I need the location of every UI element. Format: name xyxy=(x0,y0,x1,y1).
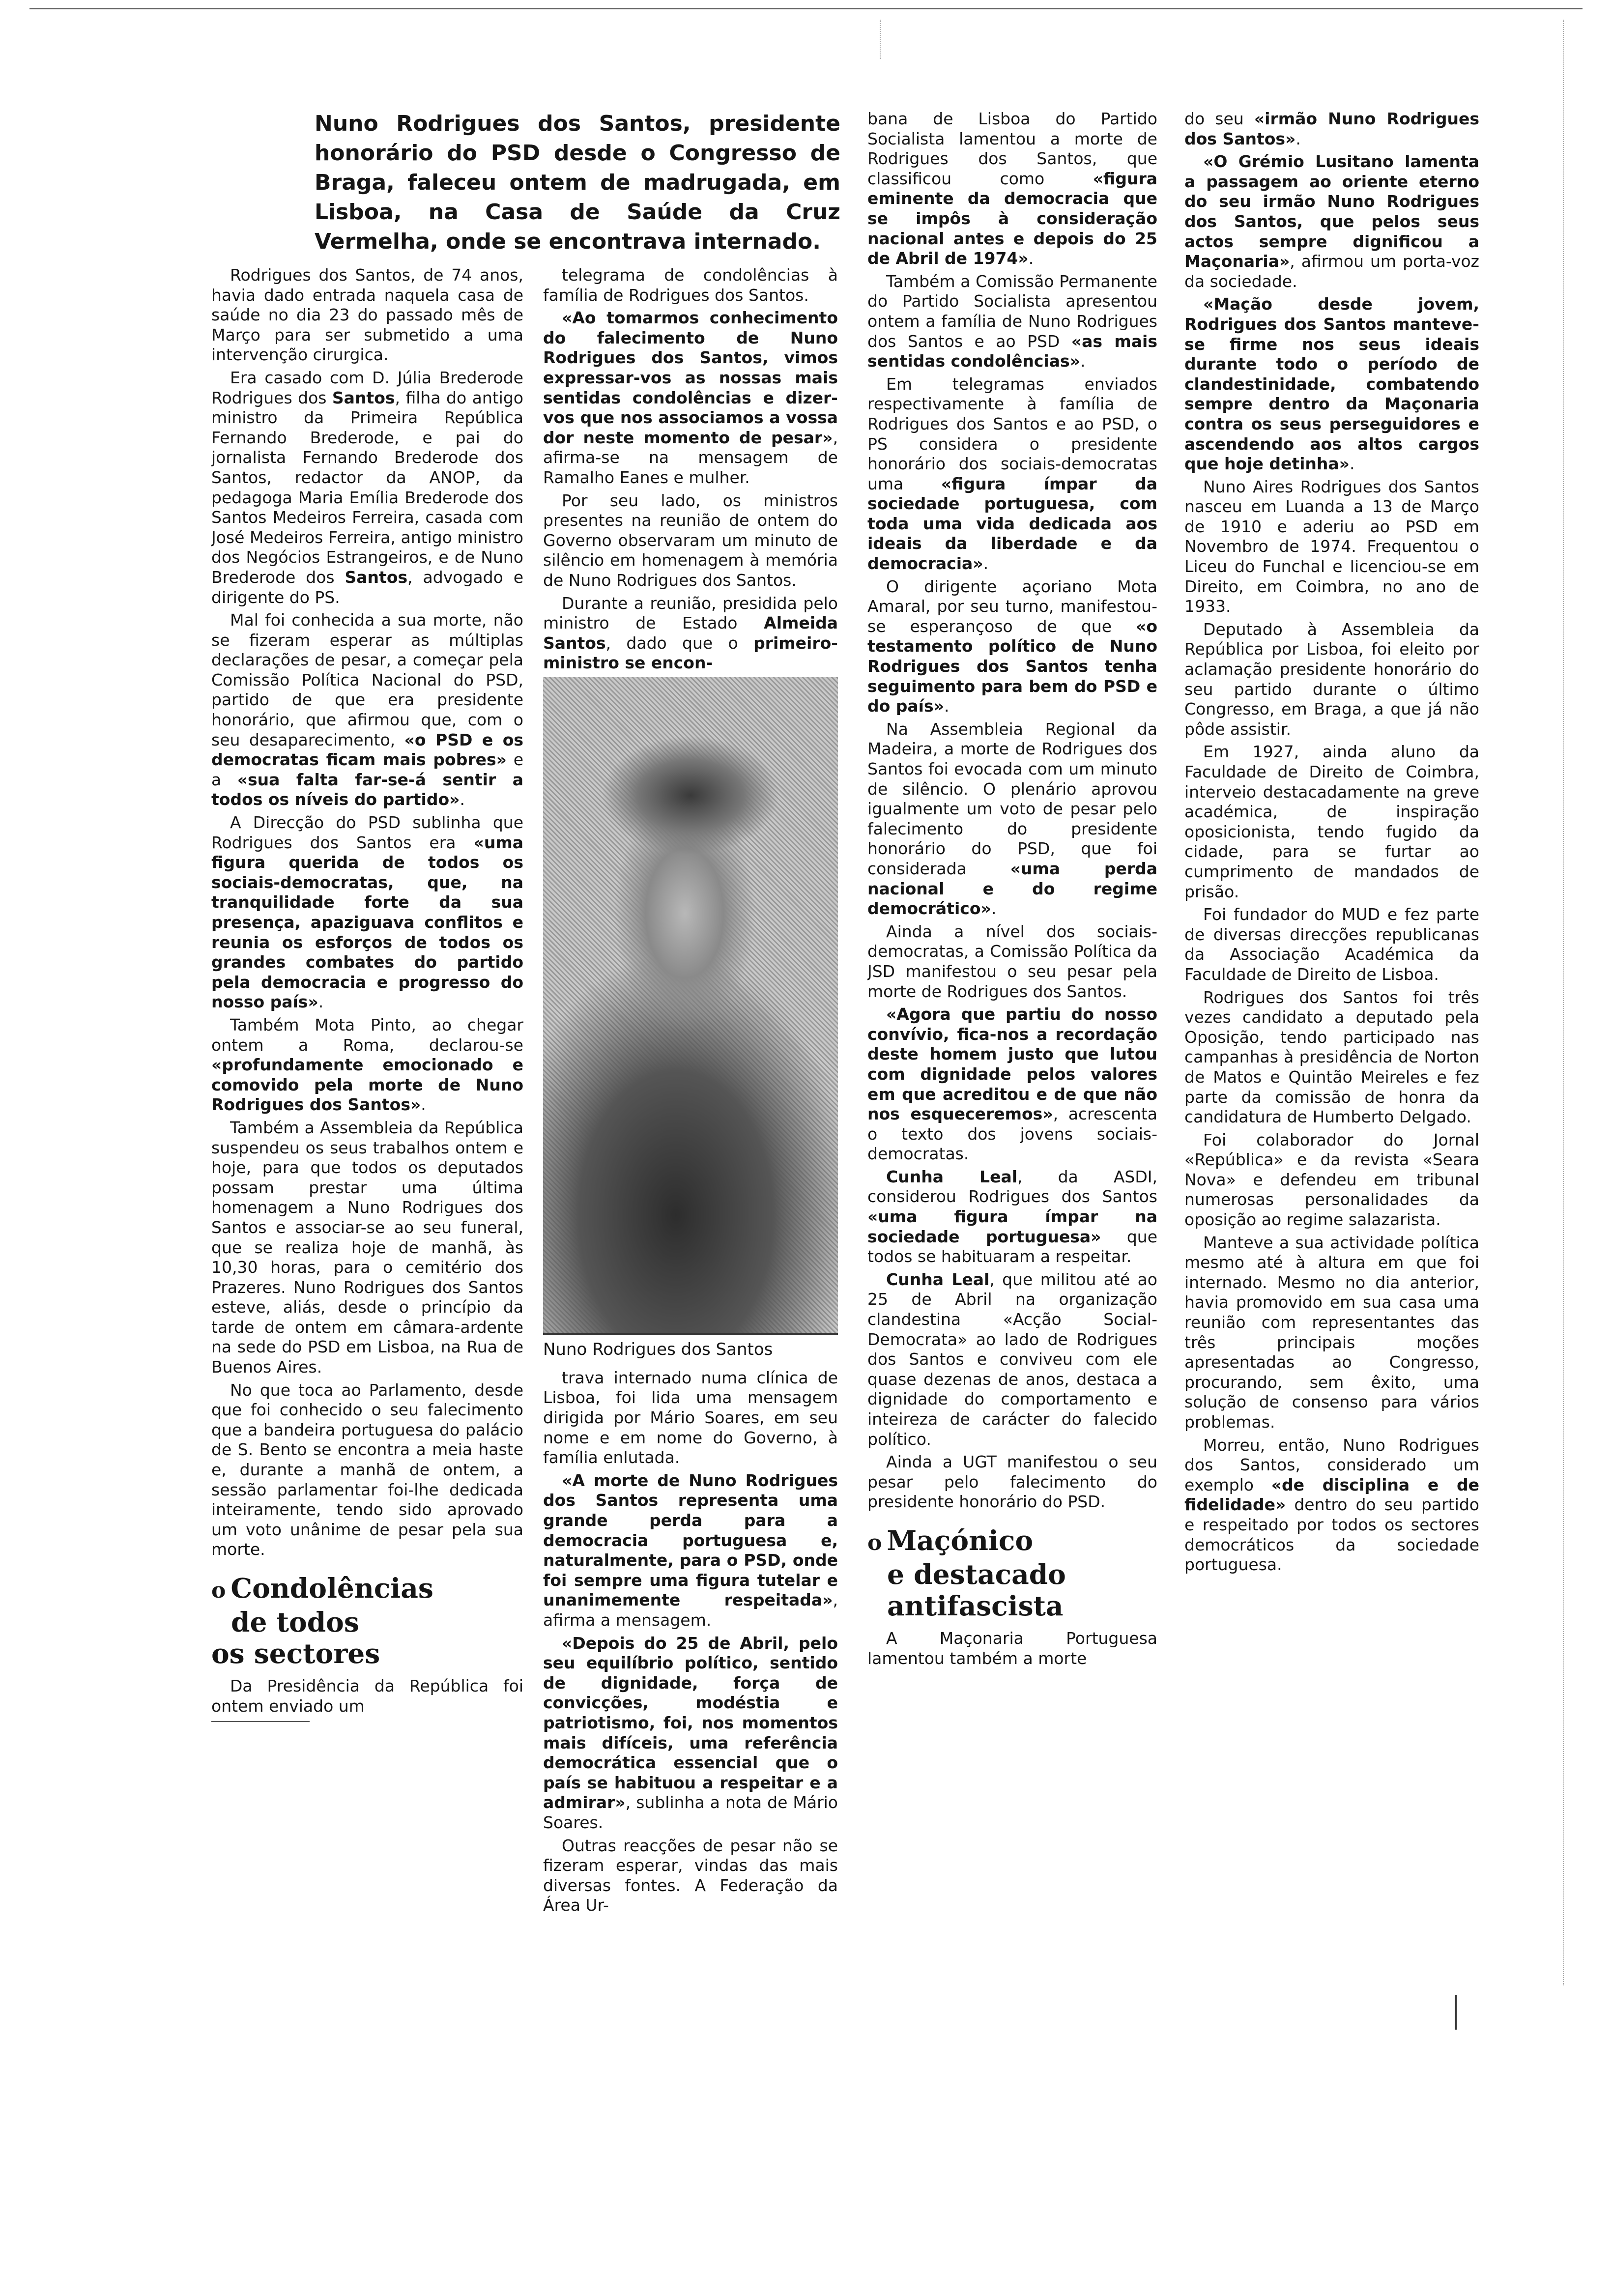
paragraph: Foi fundador do MUD e fez parte de diversas direcções republicanas da Associação Académica da Faculdade de Direito de Lisboa. xyxy=(1184,905,1479,984)
paragraph: Na Assembleia Regional da Madeira, a morte de Rodrigues dos Santos foi evocada com um minuto de silêncio. O plenário aprovou igualmente um voto de pesar pelo falecimento do presidente honorário do PSD, que foi considerada «uma perda nacional e do regime democrático». xyxy=(867,719,1157,918)
paragraph: A Maçonaria Portuguesa lamentou também a morte xyxy=(867,1628,1157,1668)
subhead-bullet: o xyxy=(867,1530,882,1555)
article-column-2 xyxy=(543,265,838,2231)
paragraph: Rodrigues dos Santos, de 74 anos, havia dado entrada naquela casa de saúde no dia 23 do passado mês de Março para ser submetido a uma intervenção cirurgica. xyxy=(211,265,523,365)
paragraph: bana de Lisboa do Partido Socialista lamentou a morte de Rodrigues dos Santos, que classificou como «figura eminente da democracia que se impôs à consideração nacional antes e depois do 25 de Abril de 1974». xyxy=(867,109,1157,268)
article-headline: Nuno Rodrigues dos Santos, presidente honorário do PSD desde o Congresso de Braga, faleceu ontem de madrugada, em Lisboa, na Casa de Saúde da Cruz Vermelha, onde se encontrava internado. xyxy=(315,111,840,254)
paragraph: Rodrigues dos Santos foi três vezes candidato a deputado pela Oposição, tendo participado nas campanhas à presidência de Norton de Matos e Quintão Meireles e fez parte da comissão de honra da candidatura de Humberto Delgado. xyxy=(1184,987,1479,1127)
paragraph: Em 1927, ainda aluno da Faculdade de Direito de Coimbra, interveio destacadamente na greve académica, de inspiração oposicionista, tendo fugido da cidade, para se furtar ao cumprimento de mandados de prisão. xyxy=(1184,742,1479,901)
paragraph: A Direcção do PSD sublinha que Rodrigues dos Santos era «uma figura querida de todos os sociais-democratas, que, na tranquilidade forte da sua presença, apaziguava conflitos e reunia os esforços de todos os grandes combates do partido pela democracia e progresso do nosso país». xyxy=(211,813,523,1012)
paragraph: Foi colaborador do Jornal «República» e da revista «Seara Nova» e defendeu em tribunal numerosas personalidades da oposição ao regime salazarista. xyxy=(1184,1130,1479,1230)
paragraph: Da Presidência da República foi ontem enviado um xyxy=(211,1676,523,1716)
paragraph: do seu «irmão Nuno Rodrigues dos Santos». xyxy=(1184,109,1479,148)
section-subhead: o Maçónico e destacado antifascista xyxy=(867,1524,1066,1622)
paragraph: Morreu, então, Nuno Rodrigues dos Santos, considerado um exemplo «de disciplina e de fidelidade» dentro do seu partido e respeitado por todos os sectores democráticos da sociedade portuguesa. xyxy=(1184,1435,1479,1575)
paragraph: Deputado à Assembleia da República por Lisboa, foi eleito por aclamação presidente honorário do seu partido durante o último Congresso, em Braga, a que já não pôde assistir. xyxy=(1184,619,1479,739)
paragraph: Nuno Aires Rodrigues dos Santos nasceu em Luanda a 13 de Março de 1910 e aderiu ao PSD em Novembro de 1974. Frequentou o Liceu do Funchal e licenciou-se em Direito, em Coimbra, no ano de 1933. xyxy=(1184,477,1479,616)
article-end-mark xyxy=(1455,1995,1457,2030)
subhead-bullet: o xyxy=(211,1578,226,1603)
paragraph: «O Grémio Lusitano lamenta a passagem ao oriente eterno do seu irmão Nuno Rodrigues dos Santos, que pelos seus actos sempre dignificou a Maçonaria», afirmou um porta-voz da sociedade. xyxy=(1184,152,1479,291)
paragraph: Durante a reunião, presidida pelo ministro de Estado Almeida Santos, dado que o primeiro-ministro se encon- xyxy=(543,593,838,673)
paragraph: telegrama de condolências à família de Rodrigues dos Santos. xyxy=(543,265,838,305)
paragraph: No que toca ao Parlamento, desde que foi conhecido o seu falecimento que a bandeira portuguesa do palácio de S. Bento se encontra a meia haste e, durante a manhã de ontem, a sessão parlamentar foi-lhe dedicada inteiramente, tendo sido aprovado um voto unânime de pesar pela sua morte. xyxy=(211,1380,523,1559)
paragraph: «Ao tomarmos conhecimento do falecimento de Nuno Rodrigues dos Santos, vimos expressar-vos as nossas mais sentidas condolências e dizer-vos que nos associamos a vossa dor neste momento de pesar», afirma-se na mensagem de Ramalho Eanes e mulher. xyxy=(543,308,838,487)
section-subhead: o Condolências de todos os sectores xyxy=(211,1572,433,1669)
paragraph: Por seu lado, os ministros presentes na reunião de ontem do Governo observaram um minuto de silêncio em homenagem à memória de Nuno Rodrigues dos Santos. xyxy=(543,490,838,590)
article-column-3 xyxy=(867,109,1157,2075)
portrait-photo xyxy=(543,677,838,1335)
column-divider xyxy=(880,20,881,59)
margin-divider xyxy=(1563,20,1564,1985)
paragraph: Era casado com D. Júlia Brederode Rodrigues dos Santos, filha do antigo ministro da Primeira República Fernando Brederode, e pai do jornalista Fernando Brederode dos Santos, redactor da ANOP, da pedagoga Maria Emília Brederode dos Santos Medeiros Ferreira, casada com José Medeiros Ferreira, antigo ministro dos Negócios Estrangeiros, e de Nuno Brederode dos Santos, advogado e dirigente do PS. xyxy=(211,368,523,607)
paragraph: Ainda a UGT manifestou o seu pesar pelo falecimento do presidente honorário do PSD. xyxy=(867,1452,1157,1512)
photo-caption: Nuno Rodrigues dos Santos xyxy=(543,1339,773,1359)
paragraph: Cunha Leal, que militou até ao 25 de Abril na organização clandestina «Acção Social-Democrata» ao lado de Rodrigues dos Santos e conviveu com ele quase dezenas de anos, destaca a dignidade do comportamento e inteireza de carácter do falecido político. xyxy=(867,1269,1157,1449)
paragraph: Manteve a sua actividade política mesmo até à altura em que foi internado. Mesmo no dia anterior, havia promovido em sua casa uma reunião com representantes das três principais moções apresentadas ao Congresso, procurando, sem êxito, uma solução de consenso para vários problemas. xyxy=(1184,1233,1479,1432)
paragraph: Outras reacções de pesar não se fizeram esperar, vindas das mais diversas fontes. A Federação da Área Ur- xyxy=(543,1836,838,1915)
paragraph: Também a Comissão Permanente do Partido Socialista apresentou ontem a família de Nuno Rodrigues dos Santos e ao PSD «as mais sentidas condolências». xyxy=(867,271,1157,371)
paragraph: Em telegramas enviados respectivamente à família de Rodrigues dos Santos e ao PSD, o PS considera o presidente honorário dos sociais-democratas uma «figura ímpar da sociedade portuguesa, com toda uma vida dedicada aos ideais da liberdade e da democracia». xyxy=(867,374,1157,574)
paragraph: «Mação desde jovem, Rodrigues dos Santos manteve-se firme nos seus ideais durante todo o período de clandestinidade, combatendo sempre dentro da Maçonaria contra os seus perseguidores e ascendendo aos altos cargos que hoje detinha». xyxy=(1184,294,1479,474)
paragraph: trava internado numa clínica de Lisboa, foi lida uma mensagem dirigida por Mário Soares, em seu nome e em nome do Governo, à família enlutada. xyxy=(543,1368,838,1467)
paragraph: O dirigente açoriano Mota Amaral, por seu turno, manifestou-se esperançoso de que «o testamento político de Nuno Rodrigues dos Santos tenha seguimento para bem do PSD e do país». xyxy=(867,576,1157,716)
article-column-1 xyxy=(211,265,523,2231)
paragraph: «A morte de Nuno Rodrigues dos Santos representa uma grande perda para a democracia portuguesa e, naturalmente, para o PSD, onde foi sempre uma figura tutelar e unanimemente respeitada», afirma a mensagem. xyxy=(543,1470,838,1630)
column-end-rule xyxy=(211,1721,310,1722)
paragraph: Também a Assembleia da República suspendeu os seus trabalhos ontem e hoje, para que todos os deputados possam prestar uma última homenagem a Nuno Rodrigues dos Santos e associar-se ao seu funeral, que se realiza hoje de manhã, às 10,30 horas, para o cemitério dos Prazeres. Nuno Rodrigues dos Santos esteve, aliás, desde o princípio da tarde de ontem em câmara-ardente na sede do PSD em Lisboa, na Rua de Buenos Aires. xyxy=(211,1118,523,1377)
paragraph: Mal foi conhecida a sua morte, não se fizeram esperar as múltiplas declarações de pesar, a começar pela Comissão Política Nacional do PSD, partido de que era presidente honorário, que afirmou que, com o seu desaparecimento, «o PSD e os democratas ficam mais pobres» e a «sua falta far-se-á sentir a todos os níveis do partido». xyxy=(211,610,523,809)
paragraph: Cunha Leal, da ASDI, considerou Rodrigues dos Santos «uma figura ímpar na sociedade portuguesa» que todos se habituaram a respeitar. xyxy=(867,1167,1157,1266)
paragraph: «Agora que partiu do nosso convívio, fica-nos a recordação deste homem justo que lutou com dignidade pelos valores em que acreditou e de que não nos esqueceremos», acrescenta o texto dos jovens sociais-democratas. xyxy=(867,1004,1157,1164)
paragraph: «Depois do 25 de Abril, pelo seu equilíbrio político, sentido de dignidade, força de convicções, modéstia e patriotismo, foi, nos momentos mais difíceis, uma referência democrática essencial que o país se habituou a respeitar e a admirar», sublinha a nota de Mário Soares. xyxy=(543,1633,838,1832)
article-column-4 xyxy=(1184,109,1479,2075)
page-top-rule xyxy=(29,8,1583,9)
paragraph: Também Mota Pinto, ao chegar ontem a Roma, declarou-se «profundamente emocionado e comovido pela morte de Nuno Rodrigues dos Santos». xyxy=(211,1015,523,1115)
paragraph: Ainda a nível dos sociais-democratas, a Comissão Política da JSD manifestou o seu pesar pela morte de Rodrigues dos Santos. xyxy=(867,921,1157,1001)
